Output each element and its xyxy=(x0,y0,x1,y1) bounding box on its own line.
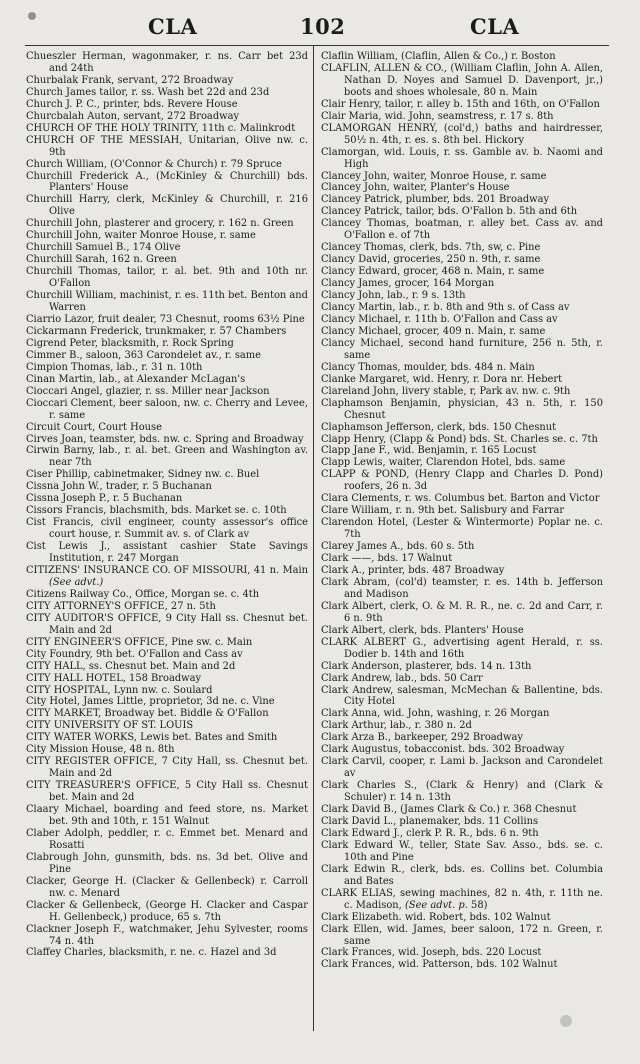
directory-entry xyxy=(321,493,603,505)
directory-entry xyxy=(321,517,603,541)
entry-text: Churchill Harry, clerk, McKinley & Churchill, r. 216 Olive xyxy=(26,194,308,218)
entry-text: Clark Augustus, tobacconist. bds. 302 Broadway xyxy=(321,744,565,756)
entry-text: Claflin William, (Claflin, Allen & Co.,) r. Boston xyxy=(321,51,556,62)
directory-entry xyxy=(26,505,308,517)
entry-text: Churchill Thomas, tailor, r. al. bet. 9th and 10th nr. O'Fallon xyxy=(26,266,308,290)
entry-text: Clancy John, lab., r. 9 s. 13th xyxy=(321,290,466,302)
entry-text: Clark Edward W., teller, State Sav. Asso., bds. se. c. 10th and Pine xyxy=(321,839,603,863)
entry-text: Clareland John, livery stable, r, Park av. nw. c. 9th xyxy=(321,385,571,397)
directory-entry xyxy=(321,111,603,123)
directory-entry xyxy=(26,171,308,195)
running-head-right: CLA xyxy=(470,14,520,39)
directory-entry xyxy=(321,947,603,959)
directory-entry xyxy=(321,386,603,398)
directory-entry xyxy=(26,589,308,601)
entry-text: Clark A., printer, bds. 487 Broadway xyxy=(321,564,505,576)
directory-entry xyxy=(321,398,603,422)
column-divider xyxy=(313,46,314,1031)
running-head-left: CLA xyxy=(148,14,198,39)
entry-text: CLARK ELIAS, sewing machines, 82 n. 4th, r. 11th ne. c. Madison, xyxy=(321,887,603,911)
entry-text: Church J. P. C., printer, bds. Revere House xyxy=(26,98,238,110)
directory-entry xyxy=(321,374,603,386)
entry-text: Cist Francis, civil engineer, county assessor's office court house, r. Summit av. s. of Clark av xyxy=(26,517,308,541)
entry-text: Clark ——, bds. 17 Walnut xyxy=(321,553,453,565)
entry-text: CITY WATER WORKS, Lewis bet. Bates and Smith xyxy=(26,732,278,744)
entry-text: Cissna Joseph P., r. 5 Buchanan xyxy=(26,493,183,505)
entry-text: CLAMORGAN HENRY, (col'd,) baths and hairdresser, 50½ n. 4th, r. es. s. 8th bel. Hickory xyxy=(321,122,603,146)
entry-text: Cissors Francis, blachsmith, bds. Market se. c. 10th xyxy=(26,505,287,517)
header-rule xyxy=(25,45,609,46)
directory-entry xyxy=(26,434,308,446)
directory-entry xyxy=(321,457,603,469)
entry-text: Clancy Michael, second hand furniture, 256 n. 5th, r. same xyxy=(321,337,603,361)
entry-text: Clancy Edward, grocer, 468 n. Main, r. same xyxy=(321,266,545,278)
entry-text: CHURCH OF THE HOLY TRINITY, 11th c. Malinkrodt xyxy=(26,122,296,134)
directory-entry xyxy=(26,87,308,99)
directory-entry xyxy=(321,123,603,147)
directory-entry xyxy=(26,708,308,720)
directory-entry xyxy=(321,924,603,948)
entry-text: Churchill Sarah, 162 n. Green xyxy=(26,254,177,266)
entry-text: Cioccari Clement, beer saloon, nw. c. Cherry and Levee, r. same xyxy=(26,397,308,421)
directory-entry xyxy=(321,840,603,864)
entry-text: City Hotel, James Little, proprietor, 3d ne. c. Vine xyxy=(26,696,275,708)
entry-text: Churchill Samuel B., 174 Olive xyxy=(26,242,181,254)
directory-entry xyxy=(321,732,603,744)
entry-text: CITY AUDITOR'S OFFICE, 9 City Hall ss. Chesnut bet. Main and 2d xyxy=(26,612,308,636)
directory-entry xyxy=(26,445,308,469)
entry-text: Claary Michael, boarding and feed store, ns. Market bet. 9th and 10th, r. 151 Walnut xyxy=(26,804,308,827)
ink-spot xyxy=(28,12,36,20)
directory-entry xyxy=(321,565,603,577)
entry-text: Claphamson Benjamin, physician, 43 n. 5th, r. 150 Chesnut xyxy=(321,397,603,421)
entry-text: Clark Anna, wid. John, washing, r. 26 Morgan xyxy=(321,708,550,720)
entry-text: Churchill John, plasterer and grocery, r. 162 n. Green xyxy=(26,218,294,230)
directory-entry xyxy=(321,362,603,374)
entry-text: Clark Carvil, cooper, r. Lami b. Jackson and Carondelet av xyxy=(321,756,603,780)
entry-text: Clancy Michael, grocer, 409 n. Main, r. same xyxy=(321,325,546,337)
directory-entry xyxy=(321,541,603,553)
entry-text: Churchill Frederick A., (McKinley & Churchill) bds. Planters' House xyxy=(26,170,308,194)
entry-text: Cirves Joan, teamster, bds. nw. c. Spring and Broadway xyxy=(26,433,304,445)
entry-text: Clancey John, waiter, Monroe House, r. same xyxy=(321,170,547,182)
directory-entry xyxy=(26,756,308,780)
entry-text: Clancey Thomas, boatman, r. alley bet. Cass av. and O'Fallon e. of 7th xyxy=(321,218,603,242)
directory-entry xyxy=(26,947,308,959)
directory-entry xyxy=(26,194,308,218)
directory-entry xyxy=(26,230,308,242)
directory-entry xyxy=(321,744,603,756)
directory-entry xyxy=(26,780,308,804)
entry-text: Clancey Thomas, clerk, bds. 7th, sw, c. Pine xyxy=(321,242,541,254)
entry-text: Clapp Jane F., wid. Benjamin, r. 165 Locust xyxy=(321,445,537,457)
entry-text: Clark Andrew, lab., bds. 50 Carr xyxy=(321,672,483,684)
entry-text: CLARK ALBERT G., advertising agent Herald, r. ss. Dodier b. 14th and 16th xyxy=(321,636,603,660)
directory-entry xyxy=(26,266,308,290)
directory-entry xyxy=(321,469,603,493)
entry-text: CLAFLIN, ALLEN & CO., (William Claflin, John A. Allen, Nathan D. Noyes and Samuel D. Davenport, jr.,) boots and shoes wholesale, 80 n. Main xyxy=(321,62,603,98)
entry-text: CITY UNIVERSITY OF ST. LOUIS xyxy=(26,720,194,732)
directory-entry xyxy=(26,565,308,589)
directory-entry xyxy=(321,888,603,912)
entry-text: Clancy James, grocer, 164 Morgan xyxy=(321,278,495,290)
entry-text: Clara Clements, r. ws. Columbus bet. Barton and Victor xyxy=(321,493,600,505)
directory-entry xyxy=(26,111,308,123)
entry-text: Clair Henry, tailor, r. alley b. 15th and 16th, on O'Fallon xyxy=(321,98,600,110)
entry-text: Cimmer B., saloon, 363 Carondelet av., r. same xyxy=(26,349,261,361)
entry-text: Claber Adolph, peddler, r. c. Emmet bet. Menard and Rosatti xyxy=(26,827,308,851)
entry-text: Clackner Joseph F., watchmaker, Jehu Sylvester, rooms 74 n. 4th xyxy=(26,923,308,947)
entry-text: Churchill John, waiter Monroe House, r. same xyxy=(26,230,256,242)
directory-entry xyxy=(321,218,603,242)
directory-entry xyxy=(26,242,308,254)
directory-entry xyxy=(26,613,308,637)
directory-entry xyxy=(26,123,308,135)
directory-entry xyxy=(26,290,308,314)
directory-entry xyxy=(26,159,308,171)
directory-entry xyxy=(26,398,308,422)
directory-entry xyxy=(321,864,603,888)
directory-entry xyxy=(26,637,308,649)
directory-entry xyxy=(321,959,603,971)
directory-entry xyxy=(321,673,603,685)
directory-entry xyxy=(26,218,308,230)
entry-text: Clark Albert, clerk, O. & M. R. R., ne. c. 2d and Carr, r. 6 n. 9th xyxy=(321,600,603,624)
directory-entry xyxy=(26,338,308,350)
entry-text: Ciarrio Lazor, fruit dealer, 73 Chesnut, rooms 63½ Pine xyxy=(26,313,305,325)
directory-entry xyxy=(321,685,603,709)
directory-entry xyxy=(321,147,603,171)
entry-text: CITY HALL, ss. Chesnut bet. Main and 2d xyxy=(26,660,236,672)
entry-text: 58) xyxy=(467,899,488,911)
entry-text: Ciser Phillip, cabinetmaker, Sidney nw. c. Buel xyxy=(26,469,260,481)
directory-entry xyxy=(26,135,308,159)
directory-entry xyxy=(26,422,308,434)
directory-entry xyxy=(321,625,603,637)
directory-entry xyxy=(321,445,603,457)
entry-text: Cirwin Barny, lab., r. al. bet. Green and Washington av. near 7th xyxy=(26,445,308,469)
entry-text: Clark Abram, (col'd) teamster, r. es. 14th b. Jefferson and Madison xyxy=(321,576,603,600)
directory-entry xyxy=(26,362,308,374)
directory-entry xyxy=(26,649,308,661)
entry-text: CHURCH OF THE MESSIAH, Unitarian, Olive nw. c. 9th xyxy=(26,134,308,158)
directory-entry xyxy=(26,720,308,732)
entry-text: Clacker & Gellenbeck, (George H. Clacker and Caspar H. Gellenbeck,) produce, 65 s. 7th xyxy=(26,899,308,923)
entry-text: Cinan Martin, lab., at Alexander McLagan's xyxy=(26,373,246,385)
directory-entry xyxy=(26,350,308,362)
entry-text: Clark Frances, wid. Joseph, bds. 220 Locust xyxy=(321,947,542,959)
entry-text: Cissna John W., trader, r. 5 Buchanan xyxy=(26,481,212,493)
directory-entry xyxy=(26,744,308,756)
entry-text: Clark Edward J., clerk P. R. R., bds. 6 n. 9th xyxy=(321,827,539,839)
entry-text: Cigrend Peter, blacksmith, r. Rock Spring xyxy=(26,337,234,349)
directory-entry xyxy=(321,302,603,314)
directory-entry xyxy=(26,75,308,87)
directory-entry xyxy=(321,804,603,816)
directory-entry xyxy=(321,720,603,732)
directory-entry xyxy=(26,493,308,505)
directory-entry xyxy=(321,171,603,183)
directory-entry xyxy=(321,63,603,99)
directory-entry xyxy=(321,290,603,302)
entry-text: Clark Anderson, plasterer, bds. 14 n. 13th xyxy=(321,660,532,672)
directory-entry xyxy=(26,51,308,75)
directory-entry xyxy=(321,601,603,625)
directory-entry xyxy=(321,912,603,924)
entry-text: Church James tailor, r. ss. Wash bet 22d and 23d xyxy=(26,86,270,98)
entry-text: Clancy Martin, lab., r. b. 8th and 9th s. of Cass av xyxy=(321,302,570,314)
directory-entry xyxy=(26,254,308,266)
entry-text: Clark Ellen, wid. James, beer saloon, 172 n. Green, r. same xyxy=(321,923,603,947)
entry-text: Claffey Charles, blacksmith, r. ne. c. Hazel and 3d xyxy=(26,947,277,959)
directory-entry xyxy=(321,661,603,673)
directory-entry xyxy=(321,828,603,840)
entry-text: Clair Maria, wid. John, seamstress, r. 17 s. 8th xyxy=(321,110,554,122)
entry-text: CITY ATTORNEY'S OFFICE, 27 n. 5th xyxy=(26,600,216,612)
entry-text: Clancy Thomas, moulder, bds. 484 n. Main xyxy=(321,361,535,373)
directory-entry xyxy=(321,51,603,63)
directory-entry xyxy=(321,99,603,111)
left-column xyxy=(26,51,308,959)
entry-text: Citizens Railway Co., Office, Morgan se. c. 4th xyxy=(26,588,260,600)
entry-text: CITY HOSPITAL, Lynn nw. c. Soulard xyxy=(26,684,213,696)
directory-entry xyxy=(26,99,308,111)
entry-text: Clancey Patrick, tailor, bds. O'Fallon b. 5th and 6th xyxy=(321,206,578,218)
entry-text: Clarey James A., bds. 60 s. 5th xyxy=(321,541,475,553)
entry-text: Clancey John, waiter, Planter's House xyxy=(321,182,510,194)
directory-entry xyxy=(321,756,603,780)
entry-text: Clancey Patrick, plumber, bds. 201 Broadway xyxy=(321,194,550,206)
entry-text: Clapp Henry, (Clapp & Pond) bds. St. Charles se. c. 7th xyxy=(321,433,598,445)
entry-text: Clark Frances, wid. Patterson, bds. 102 Walnut xyxy=(321,959,558,971)
directory-entry xyxy=(26,828,308,852)
directory-entry xyxy=(321,206,603,218)
entry-text: CITY REGISTER OFFICE, 7 City Hall, ss. Chesnut bet. Main and 2d xyxy=(26,756,308,780)
entry-text: Churbalak Frank, servant, 272 Broadway xyxy=(26,74,234,86)
directory-entry xyxy=(26,876,308,900)
directory-entry xyxy=(26,481,308,493)
directory-entry xyxy=(321,278,603,290)
entry-text: Clark Charles S., (Clark & Henry) and (Clark & Schuler) r. 14 n. 13th xyxy=(321,780,603,804)
directory-entry xyxy=(321,326,603,338)
directory-entry xyxy=(321,266,603,278)
entry-text: City Foundry, 9th bet. O'Fallon and Cass av xyxy=(26,648,243,660)
entry-text: Clancy David, groceries, 250 n. 9th, r. same xyxy=(321,254,541,266)
directory-entry xyxy=(321,254,603,266)
entry-text: Clamorgan, wid. Louis, r. ss. Gamble av. b. Naomi and High xyxy=(321,146,603,170)
entry-text: Cimpion Thomas, lab., r. 31 n. 10th xyxy=(26,361,203,373)
directory-entry xyxy=(26,541,308,565)
directory-entry xyxy=(321,182,603,194)
directory-entry xyxy=(26,314,308,326)
entry-text: CITY ENGINEER'S OFFICE, Pine sw. c. Main xyxy=(26,636,253,648)
entry-text: Churchill William, machinist, r. es. 11th bet. Benton and Warren xyxy=(26,290,308,314)
entry-reference: (See advt.) xyxy=(49,576,104,588)
entry-text: City Mission House, 48 n. 8th xyxy=(26,744,175,756)
directory-entry xyxy=(26,326,308,338)
entry-text: CITIZENS' INSURANCE CO. OF MISSOURI, 41 n. Main xyxy=(26,564,308,576)
entry-text: CITY TREASURER'S OFFICE, 5 City Hall ss. Chesnut bet. Main and 2d xyxy=(26,780,308,804)
directory-entry xyxy=(321,780,603,804)
entry-text: Chueszler Herman, wagonmaker, r. ns. Carr bet 23d and 24th xyxy=(26,51,308,74)
directory-entry xyxy=(26,661,308,673)
entry-text: CITY MARKET, Broadway bet. Biddle & O'Fallon xyxy=(26,708,269,720)
directory-entry xyxy=(321,553,603,565)
directory-entry xyxy=(321,338,603,362)
directory-entry xyxy=(321,422,603,434)
entry-text: Claphamson Jefferson, clerk, bds. 150 Chesnut xyxy=(321,421,557,433)
directory-entry xyxy=(26,732,308,744)
directory-entry xyxy=(26,900,308,924)
directory-entry xyxy=(26,673,308,685)
page-number: 102 xyxy=(300,14,346,39)
entry-text: Circuit Court, Court House xyxy=(26,421,162,433)
directory-entry xyxy=(26,685,308,697)
entry-text: Cickarmann Frederick, trunkmaker, r. 57 Chambers xyxy=(26,325,287,337)
directory-entry xyxy=(26,924,308,948)
entry-reference: (See advt. p. xyxy=(404,899,468,911)
entry-text: Clark Edwin R., clerk, bds. es. Collins bet. Columbia and Bates xyxy=(321,863,603,887)
entry-text: Clark Andrew, salesman, McMechan & Ballentine, bds. City Hotel xyxy=(321,684,603,708)
directory-entry xyxy=(26,386,308,398)
directory-entry xyxy=(321,505,603,517)
entry-text: Cist Lewis J., assistant cashier State Savings Institution, r. 247 Morgan xyxy=(26,541,308,565)
directory-entry xyxy=(321,708,603,720)
entry-text: Clark Albert, clerk, bds. Planters' House xyxy=(321,624,524,636)
entry-text: Cioccari Angel, glazier, r. ss. Miller near Jackson xyxy=(26,385,270,397)
directory-entry xyxy=(26,804,308,828)
ink-spot xyxy=(560,1015,572,1027)
entry-text: Clark Arthur, lab., r. 380 n. 2d xyxy=(321,720,472,732)
directory-entry xyxy=(321,816,603,828)
directory-entry xyxy=(26,469,308,481)
entry-text: Churcbalah Auton, servant, 272 Broadway xyxy=(26,110,240,122)
entry-text: Clarendon Hotel, (Lester & Wintermorte) Poplar ne. c. 7th xyxy=(321,517,603,541)
entry-text: Clancy Michael, r. 11th b. O'Fallon and Cass av xyxy=(321,313,558,325)
directory-entry xyxy=(321,194,603,206)
entry-text: Clark Arza B., barkeeper, 292 Broadway xyxy=(321,732,523,744)
entry-text: Clark David L., planemaker, bds. 11 Collins xyxy=(321,816,539,827)
directory-entry xyxy=(321,434,603,446)
entry-text: Clapp Lewis, waiter, Clarendon Hotel, bds. same xyxy=(321,457,566,469)
directory-entry xyxy=(26,374,308,386)
entry-text: Clanke Margaret, wid. Henry, r. Dora nr. Hebert xyxy=(321,373,563,385)
entry-text: Clabrough John, gunsmith, bds. ns. 3d bet. Olive and Pine xyxy=(26,851,308,875)
directory-entry xyxy=(26,517,308,541)
entry-text: Clark Elizabeth. wid. Robert, bds. 102 Walnut xyxy=(321,911,551,923)
entry-text: Clacker, George H. (Clacker & Gellenbeck) r. Carroll nw. c. Menard xyxy=(26,875,308,899)
directory-entry xyxy=(321,314,603,326)
directory-entry xyxy=(321,577,603,601)
directory-entry xyxy=(321,242,603,254)
entry-text: Clark David B., (James Clark & Co.) r. 368 Chesnut xyxy=(321,804,577,816)
entry-text: CITY HALL HOTEL, 158 Broadway xyxy=(26,672,202,684)
directory-entry xyxy=(26,696,308,708)
directory-entry xyxy=(321,637,603,661)
directory-entry xyxy=(26,852,308,876)
entry-text: Clare William, r. n. 9th bet. Salisbury and Farrar xyxy=(321,505,565,517)
entry-text: Church William, (O'Connor & Church) r. 79 Spruce xyxy=(26,158,282,170)
right-column xyxy=(321,51,603,971)
directory-entry xyxy=(26,601,308,613)
entry-text: CLAPP & POND, (Henry Clapp and Charles D. Pond) roofers, 26 n. 3d xyxy=(321,469,603,493)
